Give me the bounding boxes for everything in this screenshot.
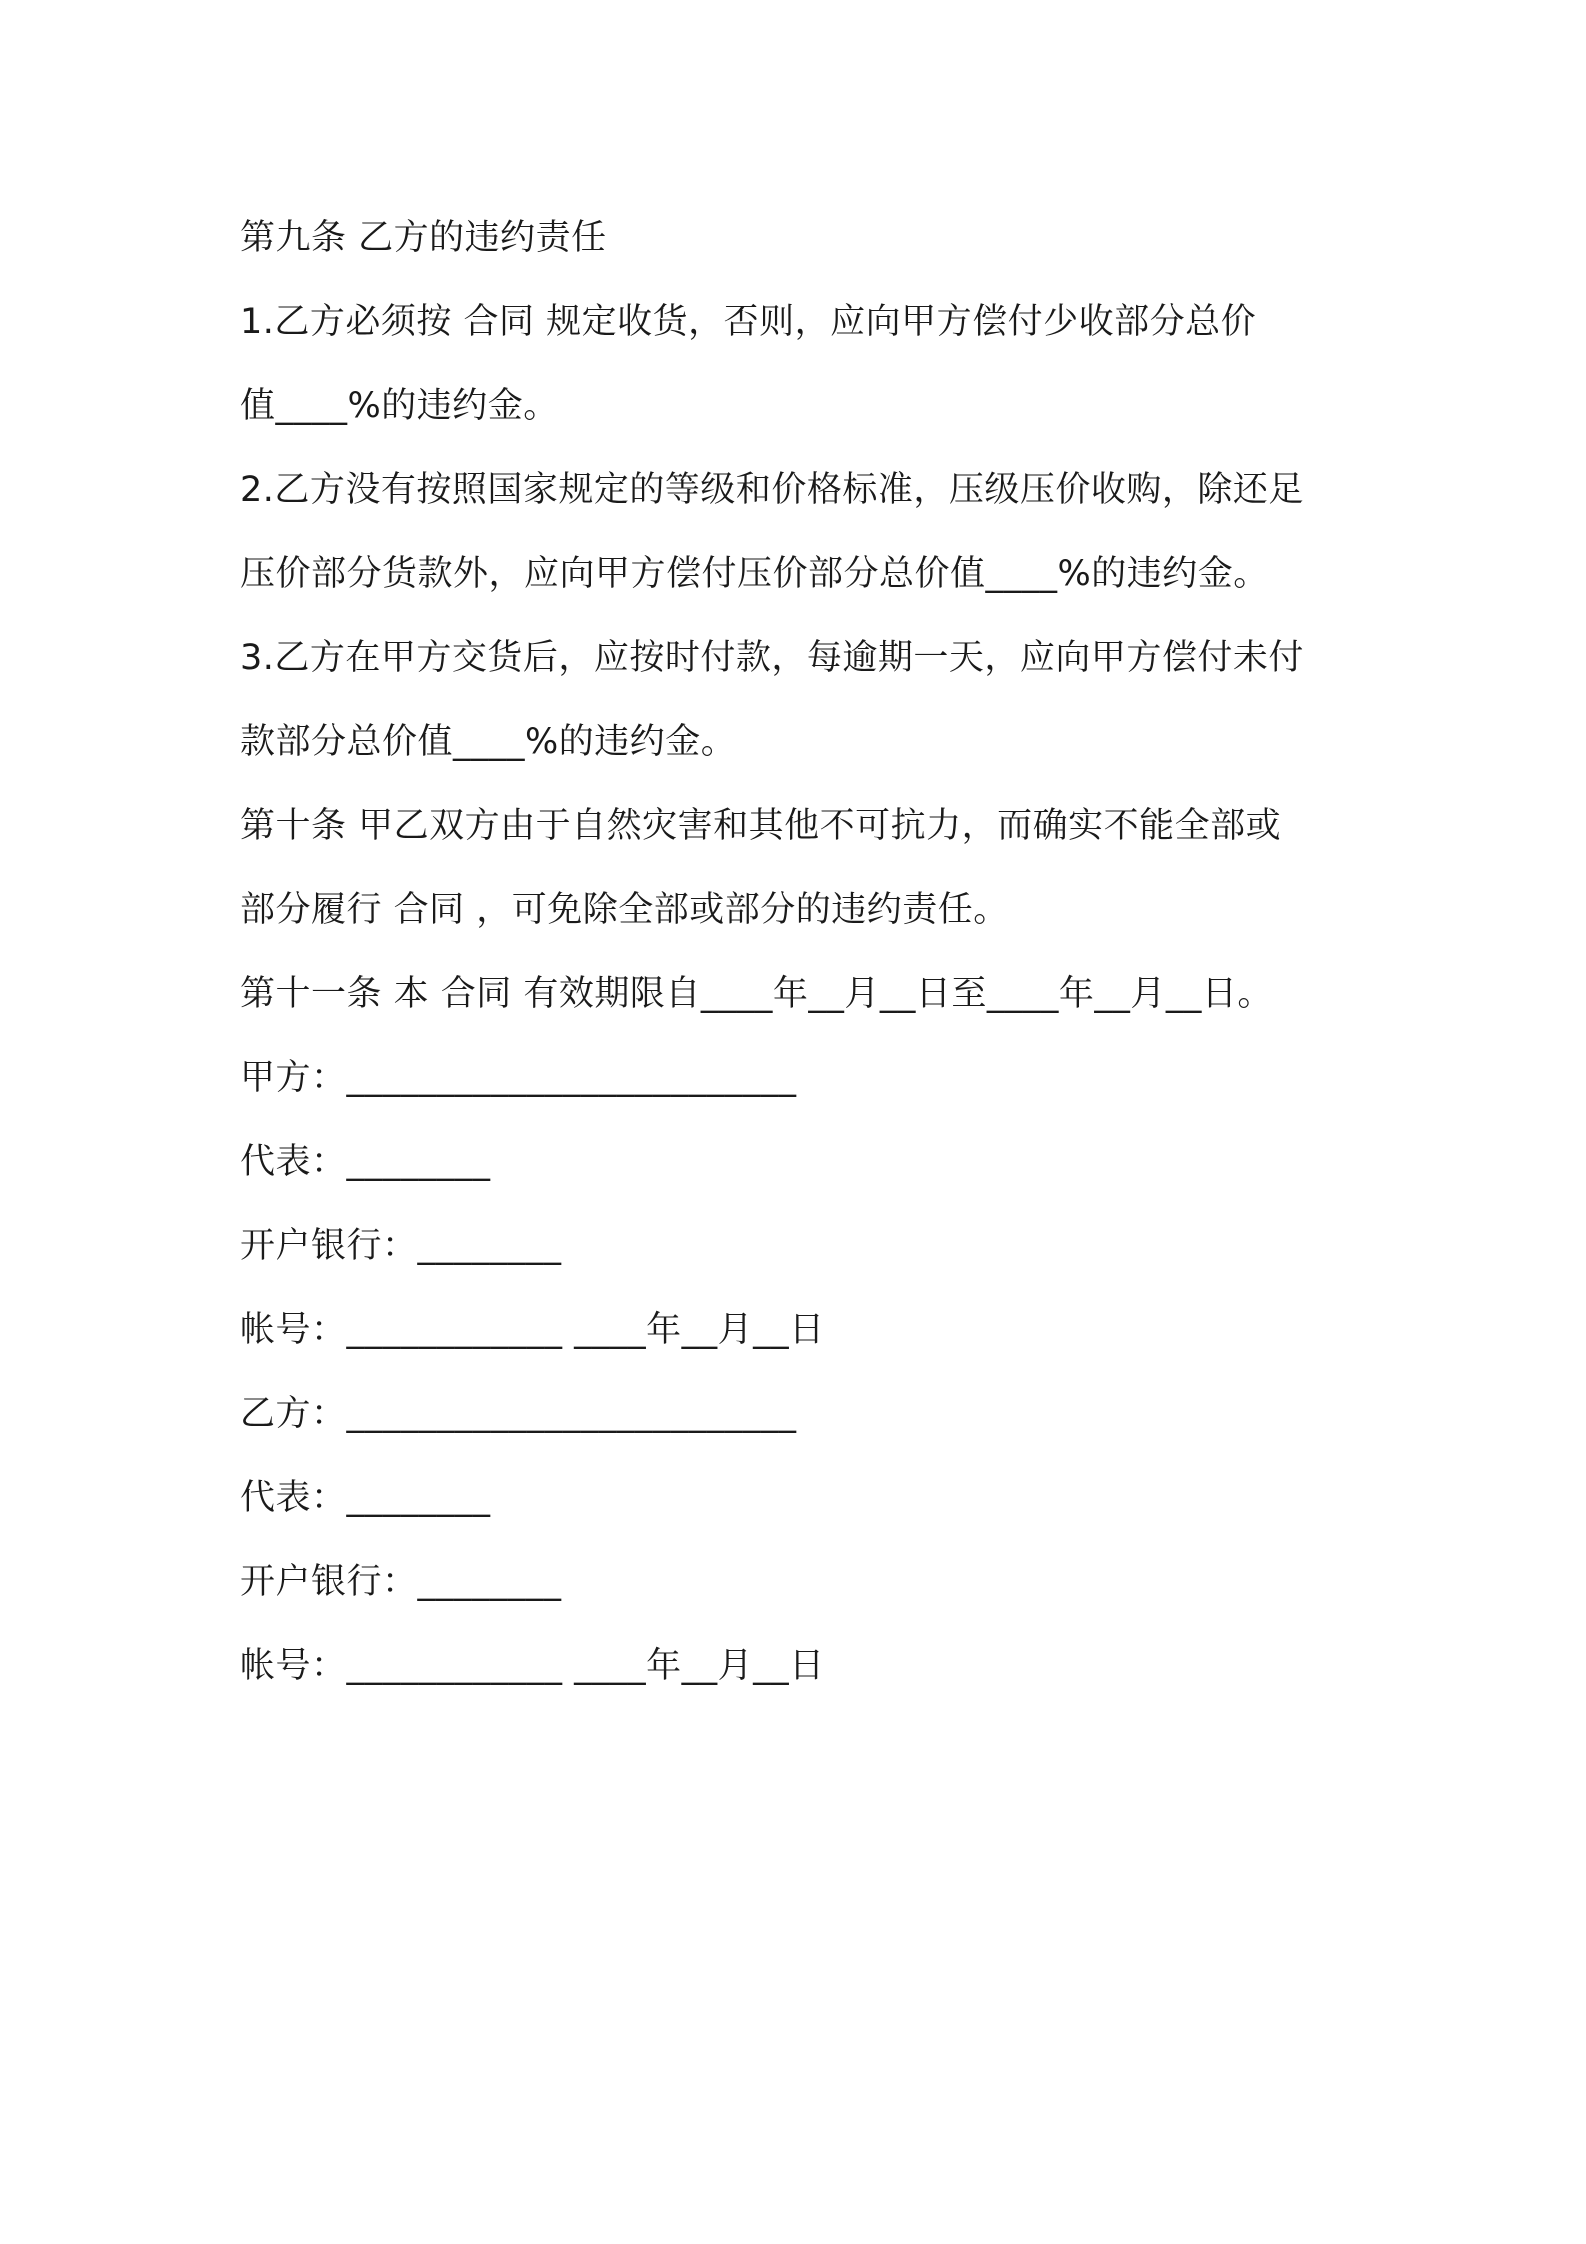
- party-a-signature: 甲方：_________________________: [240, 1058, 797, 1098]
- article-9-clause-2-line-1: 2.乙方没有按照国家规定的等级和价格标准，压级压价收购，除还足: [240, 470, 1304, 510]
- document-page: [240, 196, 1380, 1708]
- party-a-account-date: 帐号：____________ ____年__月__日: [240, 1310, 825, 1350]
- party-b-representative: 代表：________: [240, 1478, 491, 1518]
- article-10-line-2: 部分履行 合同 ，可免除全部或部分的违约责任。: [240, 890, 1009, 930]
- article-11-validity: 第十一条 本 合同 有效期限自____年__月__日至____年__月__日。: [240, 974, 1273, 1014]
- article-9-clause-1-line-2: 值____%的违约金。: [240, 386, 559, 426]
- party-a-representative: 代表：________: [240, 1142, 491, 1182]
- article-9-heading: 第九条 乙方的违约责任: [240, 218, 607, 258]
- article-9-clause-2-line-2: 压价部分货款外，应向甲方偿付压价部分总价值____%的违约金。: [240, 554, 1269, 594]
- article-9-clause-3-line-1: 3.乙方在甲方交货后，应按时付款，每逾期一天，应向甲方偿付未付: [240, 638, 1304, 678]
- party-b-account-date: 帐号：____________ ____年__月__日: [240, 1646, 825, 1686]
- article-9-clause-3-line-2: 款部分总价值____%的违约金。: [240, 722, 737, 762]
- article-9-clause-1-line-1: 1.乙方必须按 合同 规定收货，否则，应向甲方偿付少收部分总价: [240, 302, 1257, 342]
- article-10-line-1: 第十条 甲乙双方由于自然灾害和其他不可抗力，而确实不能全部或: [240, 806, 1282, 846]
- party-a-bank: 开户银行：________: [240, 1226, 562, 1266]
- party-b-bank: 开户银行：________: [240, 1562, 562, 1602]
- party-b-signature: 乙方：_________________________: [240, 1394, 797, 1434]
